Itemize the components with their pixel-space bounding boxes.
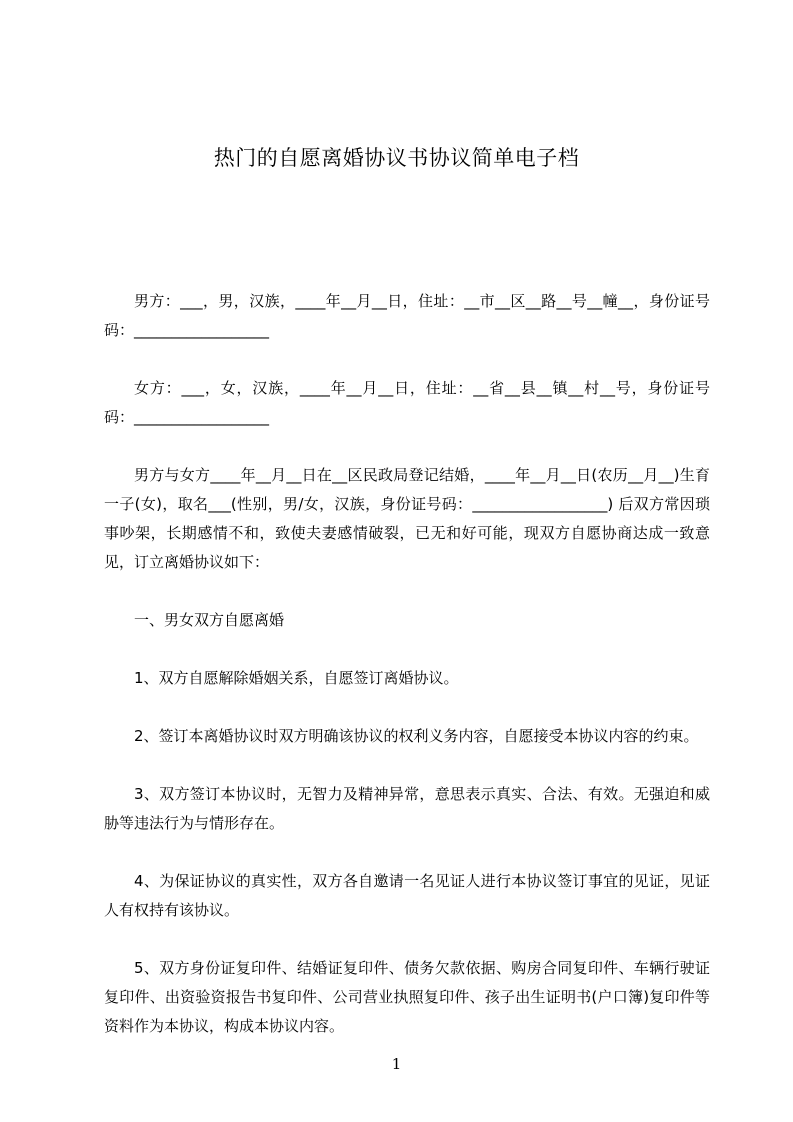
clause-5: 5、双方身份证复印件、结婚证复印件、债务欠款依据、购房合同复印件、车辆行驶证复印件、出资验资报告书复印件、公司营业执照复印件、孩子出生证明书(户口簿)复印件等资料作为本协议，构成本协议内容。 xyxy=(104,959,710,1035)
page-number: 1 xyxy=(391,1055,402,1073)
clause-4: 4、为保证协议的真实性，双方各自邀请一名见证人进行本协议签订事宜的见证，见证人有权持有该协议。 xyxy=(104,872,710,919)
male-party-info: 男方：___，男，汉族，____年__月__日，住址：__市__区__路__号__幢__，身份证号码：__________________ xyxy=(104,292,710,339)
clause-3: 3、双方签订本协议时，无智力及精神异常，意思表示真实、合法、有效。无强迫和威胁等违法行为与情形存在。 xyxy=(104,785,710,832)
female-party-info: 女方：___，女，汉族，____年__月__日，住址：__省__县__镇__村__号，身份证号码：__________________ xyxy=(104,379,710,426)
clause-1: 1、双方自愿解除婚姻关系，自愿签订离婚协议。 xyxy=(134,669,459,687)
document-title: 热门的自愿离婚协议书协议简单电子档 xyxy=(213,146,580,170)
section-heading-voluntary-divorce: 一、男女双方自愿离婚 xyxy=(134,611,285,629)
clause-2: 2、签订本离婚协议时双方明确该协议的权利义务内容，自愿接受本协议内容的约束。 xyxy=(134,727,699,745)
document-body xyxy=(104,287,710,1041)
marriage-background: 男方与女方____年__月__日在__区民政局登记结婚，____年__月__日(农历__月__)生育一子(女)，取名___(性别，男/女，汉族，身份证号码：__________________) 后双方常因琐事吵架，长期感情不和，致使夫妻感情破裂，已无和好可能，现双方自愿协商达成一致意见，订立离婚协议如下： xyxy=(104,466,710,571)
